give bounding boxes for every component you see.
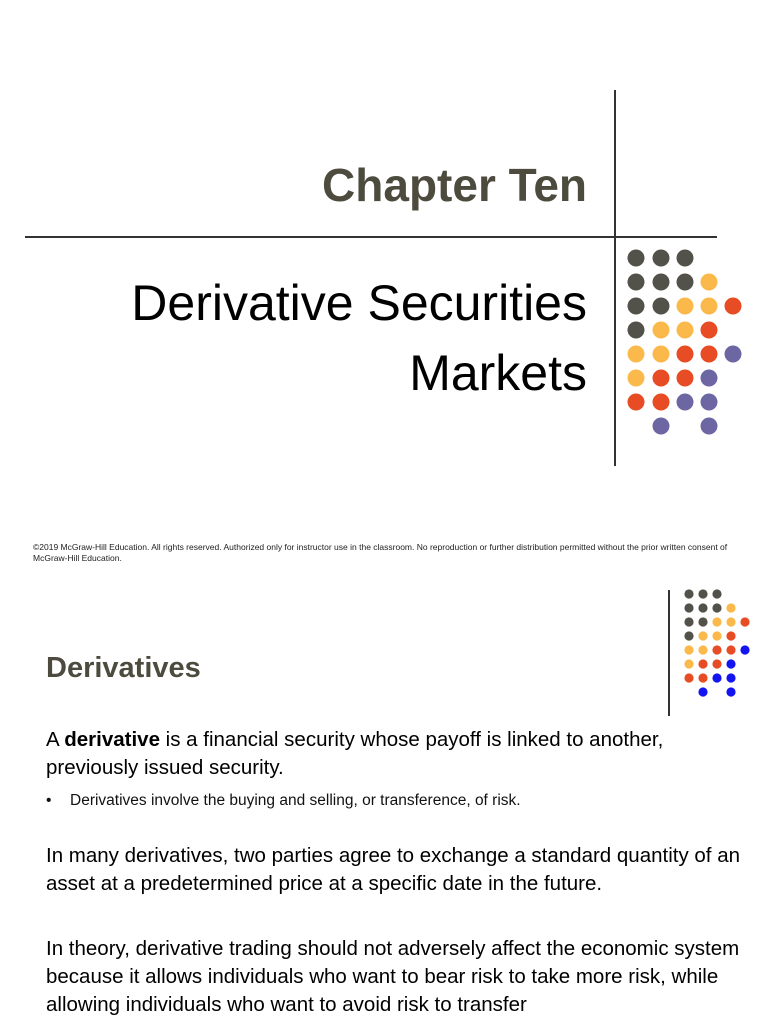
title-line-1: Derivative Securities — [131, 275, 587, 331]
definition-prefix: A — [46, 728, 65, 751]
definition-paragraph — [46, 726, 746, 782]
vertical-divider — [614, 90, 616, 466]
bullet-marker: • — [46, 792, 52, 809]
slide-title — [131, 268, 587, 408]
title-line-2: Markets — [409, 345, 587, 401]
derivatives-slide — [0, 580, 768, 1024]
decorative-dot-grid — [626, 248, 750, 438]
slide-heading: Derivatives — [46, 652, 201, 684]
vertical-divider — [668, 590, 670, 716]
copyright-notice: ©2019 McGraw-Hill Education. All rights reserved. Authorized only for instructor use in the classroom. No reproduction or further distribution permitted without the prior written consent of McGraw-Hill Education. — [33, 542, 728, 563]
horizontal-divider — [25, 236, 717, 238]
decorative-dot-grid — [680, 586, 760, 698]
chapter-label: Chapter Ten — [322, 159, 587, 211]
bullet-text: Derivatives involve the buying and selling, or transference, of risk. — [70, 792, 521, 809]
bullet-item — [46, 792, 521, 810]
exchange-paragraph: In many derivatives, two parties agree to exchange a standard quantity of an asset at a predetermined price at a specific date in the future. — [46, 844, 740, 895]
definition-text: is a financial security whose payoff is linked to another, previously issued security. — [46, 728, 664, 779]
theory-paragraph: In theory, derivative trading should not adversely affect the economic system because it allows individuals who want to bear risk to take more risk, while allowing individuals who want to avoid risk to transfer — [46, 937, 740, 1016]
definition-term: derivative — [64, 728, 160, 751]
